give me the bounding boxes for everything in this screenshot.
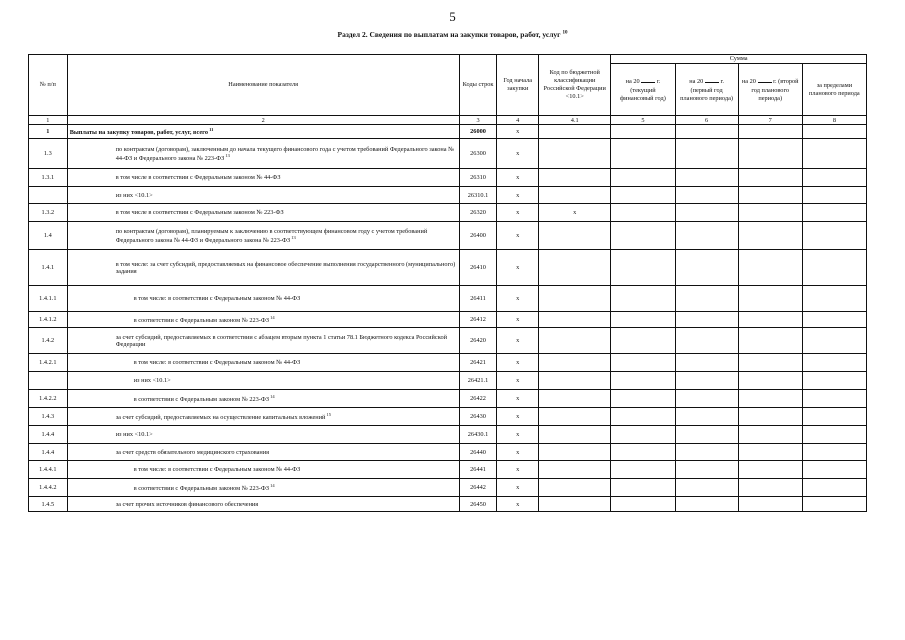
payments-table bbox=[28, 54, 867, 512]
section-title bbox=[0, 30, 905, 39]
sum-cell bbox=[738, 444, 802, 461]
row-name bbox=[67, 125, 459, 139]
table-row bbox=[29, 125, 867, 139]
sum-cell bbox=[802, 187, 866, 204]
row-budget-code bbox=[539, 372, 611, 390]
sum-cell bbox=[611, 204, 675, 222]
row-name bbox=[67, 139, 459, 169]
column-number: 4.1 bbox=[539, 116, 611, 125]
sum-cell bbox=[675, 187, 738, 204]
table-row bbox=[29, 390, 867, 408]
header-col8: за пределами планового периода bbox=[802, 64, 866, 116]
row-number: 1.4.2.1 bbox=[29, 354, 68, 372]
row-year: x bbox=[497, 444, 539, 461]
section-title-footnote: 10 bbox=[562, 30, 568, 36]
sum-cell bbox=[611, 169, 675, 187]
row-name-text: за счет средств обязательного медицинского страхования bbox=[115, 448, 270, 456]
sum-cell bbox=[611, 286, 675, 312]
header-col7 bbox=[738, 64, 802, 116]
sum-cell bbox=[611, 354, 675, 372]
row-code: 26422 bbox=[459, 390, 497, 408]
sum-cell bbox=[738, 390, 802, 408]
row-number: 1.3.2 bbox=[29, 204, 68, 222]
sum-cell bbox=[675, 204, 738, 222]
sum-cell bbox=[611, 139, 675, 169]
row-name-text: из них <10.1> bbox=[115, 191, 153, 199]
row-code: 26430 bbox=[459, 408, 497, 426]
table-row bbox=[29, 204, 867, 222]
row-budget-code bbox=[539, 312, 611, 328]
sum-cell bbox=[675, 444, 738, 461]
row-name-text: по контрактам (договорам), планируемым к заключению в соответствующем финансовом году с учетом требований Федерального закона № 44-ФЗ и Федерального закона № 223-ФЗ bbox=[115, 227, 428, 244]
sum-cell bbox=[611, 125, 675, 139]
row-name-text: в том числе в соответствии с Федеральным законом № 223-ФЗ bbox=[115, 209, 284, 217]
row-footnote: 14 bbox=[269, 483, 275, 489]
row-number: 1.4.4.1 bbox=[29, 461, 68, 479]
table-row bbox=[29, 372, 867, 390]
table-row bbox=[29, 187, 867, 204]
row-year: x bbox=[497, 390, 539, 408]
sum-cell bbox=[738, 286, 802, 312]
row-code: 26421.1 bbox=[459, 372, 497, 390]
row-name bbox=[67, 390, 459, 408]
row-number bbox=[29, 187, 68, 204]
sum-cell bbox=[738, 187, 802, 204]
row-year: x bbox=[497, 497, 539, 512]
row-year: x bbox=[497, 187, 539, 204]
sum-cell bbox=[675, 479, 738, 497]
row-name bbox=[67, 354, 459, 372]
row-name bbox=[67, 169, 459, 187]
section-title-text: Раздел 2. Сведения по выплатам на закупки товаров, работ, услуг bbox=[337, 30, 561, 39]
row-name-text: из них <10.1> bbox=[133, 377, 171, 385]
row-footnote: 14 bbox=[269, 394, 275, 400]
row-budget-code bbox=[539, 125, 611, 139]
sum-cell bbox=[675, 390, 738, 408]
sum-cell bbox=[802, 222, 866, 250]
sum-cell bbox=[675, 461, 738, 479]
row-budget-code bbox=[539, 479, 611, 497]
row-footnote: 15 bbox=[325, 412, 331, 418]
sum-cell bbox=[675, 328, 738, 354]
sum-cell bbox=[802, 461, 866, 479]
row-year: x bbox=[497, 328, 539, 354]
column-number: 7 bbox=[738, 116, 802, 125]
sum-cell bbox=[675, 125, 738, 139]
row-budget-code bbox=[539, 426, 611, 444]
sum-cell bbox=[611, 328, 675, 354]
sum-cell bbox=[611, 390, 675, 408]
sum-cell bbox=[802, 250, 866, 286]
row-budget-code bbox=[539, 444, 611, 461]
row-budget-code bbox=[539, 390, 611, 408]
page-number: 5 bbox=[449, 9, 456, 24]
column-number: 6 bbox=[675, 116, 738, 125]
table-row bbox=[29, 312, 867, 328]
row-name-text: по контрактам (договорам), заключенным до начала текущего финансового года с учетом требований Федерального закона № 44-ФЗ и Федерального закона № 223-ФЗ bbox=[115, 145, 455, 162]
sum-cell bbox=[611, 479, 675, 497]
row-number: 1 bbox=[29, 125, 68, 139]
row-name bbox=[67, 187, 459, 204]
row-number bbox=[29, 372, 68, 390]
column-number: 4 bbox=[497, 116, 539, 125]
header-col5 bbox=[611, 64, 675, 116]
row-name-text: за счет субсидий, предоставляемых на осуществление капитальных вложений bbox=[115, 414, 326, 422]
row-code: 26421 bbox=[459, 354, 497, 372]
row-code: 26440 bbox=[459, 444, 497, 461]
row-name-text: в том числе в соответствии с Федеральным законом № 44-ФЗ bbox=[115, 174, 281, 182]
table-row bbox=[29, 497, 867, 512]
row-name bbox=[67, 372, 459, 390]
table-row bbox=[29, 139, 867, 169]
sum-cell bbox=[802, 479, 866, 497]
row-number: 1.3.1 bbox=[29, 169, 68, 187]
sum-cell bbox=[611, 222, 675, 250]
row-code: 26441 bbox=[459, 461, 497, 479]
row-budget-code bbox=[539, 139, 611, 169]
sum-cell bbox=[738, 372, 802, 390]
row-number: 1.4.3 bbox=[29, 408, 68, 426]
column-numbers-row bbox=[29, 116, 867, 125]
table-row bbox=[29, 328, 867, 354]
row-year: x bbox=[497, 125, 539, 139]
sum-cell bbox=[738, 312, 802, 328]
row-name-text: из них <10.1> bbox=[115, 431, 153, 439]
sum-cell bbox=[738, 426, 802, 444]
sum-cell bbox=[802, 169, 866, 187]
row-number: 1.4.4 bbox=[29, 426, 68, 444]
sum-cell bbox=[738, 250, 802, 286]
table-row bbox=[29, 426, 867, 444]
row-code: 26450 bbox=[459, 497, 497, 512]
sum-cell bbox=[802, 372, 866, 390]
row-budget-code bbox=[539, 354, 611, 372]
sum-cell bbox=[738, 139, 802, 169]
table-row bbox=[29, 408, 867, 426]
row-budget-code bbox=[539, 328, 611, 354]
sum-cell bbox=[802, 408, 866, 426]
row-code: 26410 bbox=[459, 250, 497, 286]
table-body bbox=[29, 125, 867, 512]
header-col5-post: г. (текущий финансовый год) bbox=[620, 78, 666, 102]
row-budget-code bbox=[539, 497, 611, 512]
row-footnote: 11 bbox=[208, 127, 214, 133]
row-year: x bbox=[497, 408, 539, 426]
row-name bbox=[67, 286, 459, 312]
sum-cell bbox=[802, 204, 866, 222]
sum-cell bbox=[738, 222, 802, 250]
sum-cell bbox=[675, 169, 738, 187]
column-number: 5 bbox=[611, 116, 675, 125]
row-number: 1.3 bbox=[29, 139, 68, 169]
column-number: 8 bbox=[802, 116, 866, 125]
sum-cell bbox=[802, 390, 866, 408]
row-year: x bbox=[497, 461, 539, 479]
row-name-text: за счет субсидий, предоставляемых в соответствии с абзацем вторым пункта 1 статьи 78.1 Бюджетного кодекса Российской Федерации bbox=[115, 333, 447, 348]
row-footnote: 13 bbox=[290, 234, 296, 240]
sum-cell bbox=[611, 461, 675, 479]
sum-cell bbox=[675, 250, 738, 286]
row-number: 1.4.5 bbox=[29, 497, 68, 512]
sum-cell bbox=[675, 497, 738, 512]
row-budget-code bbox=[539, 187, 611, 204]
row-name-text: Выплаты на закупку товаров, работ, услуг, всего bbox=[69, 129, 209, 137]
sum-cell bbox=[738, 461, 802, 479]
sum-cell bbox=[675, 286, 738, 312]
row-code: 26310.1 bbox=[459, 187, 497, 204]
header-col7-pre: на 20 bbox=[741, 78, 756, 86]
row-code: 26430.1 bbox=[459, 426, 497, 444]
header-code: Коды строк bbox=[459, 55, 497, 116]
sum-cell bbox=[611, 426, 675, 444]
header-col6 bbox=[675, 64, 738, 116]
row-name bbox=[67, 497, 459, 512]
sum-cell bbox=[611, 187, 675, 204]
sum-cell bbox=[802, 497, 866, 512]
row-code: 26320 bbox=[459, 204, 497, 222]
table-row bbox=[29, 169, 867, 187]
sum-cell bbox=[675, 139, 738, 169]
year-blank bbox=[758, 76, 772, 83]
row-budget-code bbox=[539, 169, 611, 187]
row-year: x bbox=[497, 250, 539, 286]
row-name bbox=[67, 328, 459, 354]
row-name bbox=[67, 250, 459, 286]
row-number: 1.4.4 bbox=[29, 444, 68, 461]
row-footnote: 14 bbox=[269, 315, 275, 321]
sum-cell bbox=[675, 408, 738, 426]
row-code: 26310 bbox=[459, 169, 497, 187]
row-footnote: 13 bbox=[224, 152, 230, 158]
row-year: x bbox=[497, 204, 539, 222]
row-budget-code bbox=[539, 461, 611, 479]
sum-cell bbox=[802, 354, 866, 372]
row-number: 1.4.4.2 bbox=[29, 479, 68, 497]
table-row bbox=[29, 479, 867, 497]
sum-cell bbox=[738, 328, 802, 354]
header-col6-post: г. (первый год планового периода) bbox=[680, 78, 733, 102]
header-year: Год начала закупки bbox=[497, 55, 539, 116]
sum-cell bbox=[738, 169, 802, 187]
row-name bbox=[67, 479, 459, 497]
sum-cell bbox=[738, 408, 802, 426]
sum-cell bbox=[611, 444, 675, 461]
header-sum: Сумма bbox=[611, 55, 867, 64]
sum-cell bbox=[611, 250, 675, 286]
sum-cell bbox=[738, 354, 802, 372]
table-row bbox=[29, 222, 867, 250]
sum-cell bbox=[738, 479, 802, 497]
sum-cell bbox=[802, 139, 866, 169]
table-row bbox=[29, 250, 867, 286]
row-code: 26412 bbox=[459, 312, 497, 328]
sum-cell bbox=[802, 444, 866, 461]
row-year: x bbox=[497, 312, 539, 328]
row-name bbox=[67, 312, 459, 328]
header-col5-pre: на 20 bbox=[625, 78, 640, 86]
column-number: 3 bbox=[459, 116, 497, 125]
row-name-text: в соответствии с Федеральным законом № 223-ФЗ bbox=[133, 317, 269, 325]
row-name-text: в том числе: за счет субсидий, предоставляемых на финансовое обеспечение выполнения государственного (муниципального) задания bbox=[115, 260, 456, 275]
row-budget-code: x bbox=[539, 204, 611, 222]
row-name-text: за счет прочих источников финансового обеспечения bbox=[115, 500, 259, 508]
row-code: 26420 bbox=[459, 328, 497, 354]
sum-cell bbox=[802, 312, 866, 328]
row-name-text: в соответствии с Федеральным законом № 223-ФЗ bbox=[133, 396, 269, 404]
sum-cell bbox=[802, 328, 866, 354]
row-name bbox=[67, 408, 459, 426]
row-name-text: в том числе: в соответствии с Федеральным законом № 44-ФЗ bbox=[133, 466, 301, 474]
sum-cell bbox=[611, 408, 675, 426]
row-year: x bbox=[497, 286, 539, 312]
year-blank bbox=[641, 76, 655, 83]
row-budget-code bbox=[539, 286, 611, 312]
header-name: Наименование показателя bbox=[67, 55, 459, 116]
sum-cell bbox=[738, 204, 802, 222]
row-name bbox=[67, 461, 459, 479]
row-number: 1.4.1.1 bbox=[29, 286, 68, 312]
year-blank bbox=[705, 76, 719, 83]
table-row bbox=[29, 461, 867, 479]
header-col6-pre: на 20 bbox=[689, 78, 704, 86]
row-number: 1.4.1.2 bbox=[29, 312, 68, 328]
row-year: x bbox=[497, 222, 539, 250]
sum-cell bbox=[738, 125, 802, 139]
row-number: 1.4.2 bbox=[29, 328, 68, 354]
row-code: 26400 bbox=[459, 222, 497, 250]
table-row bbox=[29, 354, 867, 372]
row-year: x bbox=[497, 169, 539, 187]
table-row bbox=[29, 286, 867, 312]
row-year: x bbox=[497, 139, 539, 169]
row-budget-code bbox=[539, 250, 611, 286]
row-code: 26442 bbox=[459, 479, 497, 497]
row-budget-code bbox=[539, 408, 611, 426]
sum-cell bbox=[675, 354, 738, 372]
row-name bbox=[67, 426, 459, 444]
row-code: 26300 bbox=[459, 139, 497, 169]
row-code: 26000 bbox=[459, 125, 497, 139]
row-name-text: в соответствии с Федеральным законом № 223-ФЗ bbox=[133, 485, 269, 493]
row-name-text: в том числе: в соответствии с Федеральным законом № 44-ФЗ bbox=[133, 295, 301, 303]
sum-cell bbox=[611, 372, 675, 390]
row-name-text: в том числе: в соответствии с Федеральным законом № 44-ФЗ bbox=[133, 359, 301, 367]
row-code: 26411 bbox=[459, 286, 497, 312]
row-budget-code bbox=[539, 222, 611, 250]
sum-cell bbox=[675, 426, 738, 444]
sum-cell bbox=[675, 312, 738, 328]
column-number: 1 bbox=[29, 116, 68, 125]
row-year: x bbox=[497, 426, 539, 444]
column-number: 2 bbox=[67, 116, 459, 125]
row-year: x bbox=[497, 354, 539, 372]
row-name bbox=[67, 204, 459, 222]
sum-cell bbox=[738, 497, 802, 512]
header-no: № п/п bbox=[29, 55, 68, 116]
header-budget-code: Код по бюджетной классификации Российской Федерации <10.1> bbox=[539, 55, 611, 116]
row-year: x bbox=[497, 479, 539, 497]
row-number: 1.4 bbox=[29, 222, 68, 250]
sum-cell bbox=[675, 222, 738, 250]
sum-cell bbox=[802, 426, 866, 444]
table-row bbox=[29, 444, 867, 461]
row-name bbox=[67, 222, 459, 250]
sum-cell bbox=[802, 286, 866, 312]
row-number: 1.4.2.2 bbox=[29, 390, 68, 408]
sum-cell bbox=[675, 372, 738, 390]
header-col7-post: г. (второй год планового периода) bbox=[751, 78, 799, 102]
row-year: x bbox=[497, 372, 539, 390]
sum-cell bbox=[802, 125, 866, 139]
row-name bbox=[67, 444, 459, 461]
sum-cell bbox=[611, 312, 675, 328]
sum-cell bbox=[611, 497, 675, 512]
row-number: 1.4.1 bbox=[29, 250, 68, 286]
